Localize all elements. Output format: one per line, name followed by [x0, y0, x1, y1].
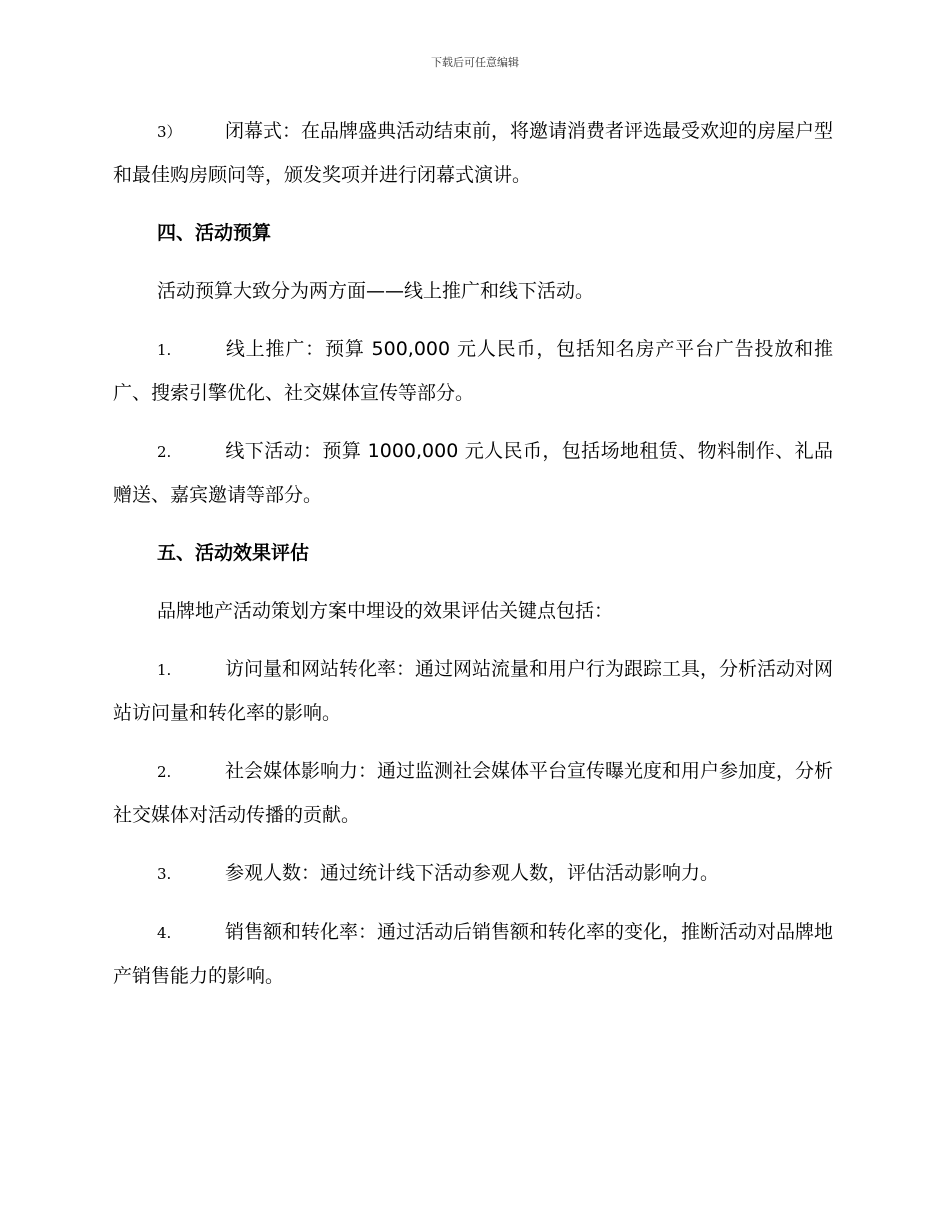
- list-item-text: 销售额和转化率：通过活动后销售额和转化率的变化，推断活动对品牌地产销售能力的影响。: [113, 921, 834, 987]
- list-item: [113, 750, 833, 837]
- budget-intro: 活动预算大致分为两方面——线上推广和线下活动。: [157, 280, 595, 302]
- list-item-text: 访问量和网站转化率：通过网站流量和用户行为跟踪工具，分析活动对网站访问量和转化率的影响。: [113, 658, 834, 724]
- list-number: 2.: [157, 443, 172, 461]
- evaluation-intro: 品牌地产活动策划方案中埋设的效果评估关键点包括：: [157, 600, 614, 622]
- list-item: [113, 328, 833, 415]
- list-number: 2.: [157, 763, 172, 781]
- list-item: [113, 648, 833, 735]
- list-item-text: 社会媒体影响力：通过监测社会媒体平台宣传曝光度和用户参加度，分析社交媒体对活动传播的贡献。: [113, 760, 834, 826]
- closing-paragraph: [113, 110, 833, 197]
- section-heading-budget: 四、活动预算: [157, 222, 272, 244]
- list-item: [113, 911, 833, 998]
- list-number: 3）: [157, 123, 182, 141]
- list-number: 1.: [157, 341, 172, 359]
- list-item: [113, 852, 833, 896]
- list-item-text: 参观人数：通过统计线下活动参观人数，评估活动影响力。: [225, 862, 720, 884]
- paragraph-text: 闭幕式：在品牌盛典活动结束前，将邀请消费者评选最受欢迎的房屋户型和最佳购房顾问等，颁发奖项并进行闭幕式演讲。: [113, 120, 834, 186]
- list-number: 1.: [157, 661, 172, 679]
- list-item-text: 线下活动：预算 1000,000 元人民币，包括场地租赁、物料制作、礼品赠送、嘉宾邀请等部分。: [113, 440, 833, 506]
- section-heading-evaluation: 五、活动效果评估: [157, 542, 310, 564]
- list-number: 3.: [157, 865, 172, 883]
- list-item-text: 线上推广：预算 500,000 元人民币，包括知名房产平台广告投放和推广、搜索引擎优化、社交媒体宣传等部分。: [113, 338, 833, 404]
- list-number: 4.: [157, 924, 172, 942]
- document-body: [113, 110, 833, 1013]
- header-note: 下载后可任意编辑: [431, 56, 519, 69]
- list-item: [113, 430, 833, 517]
